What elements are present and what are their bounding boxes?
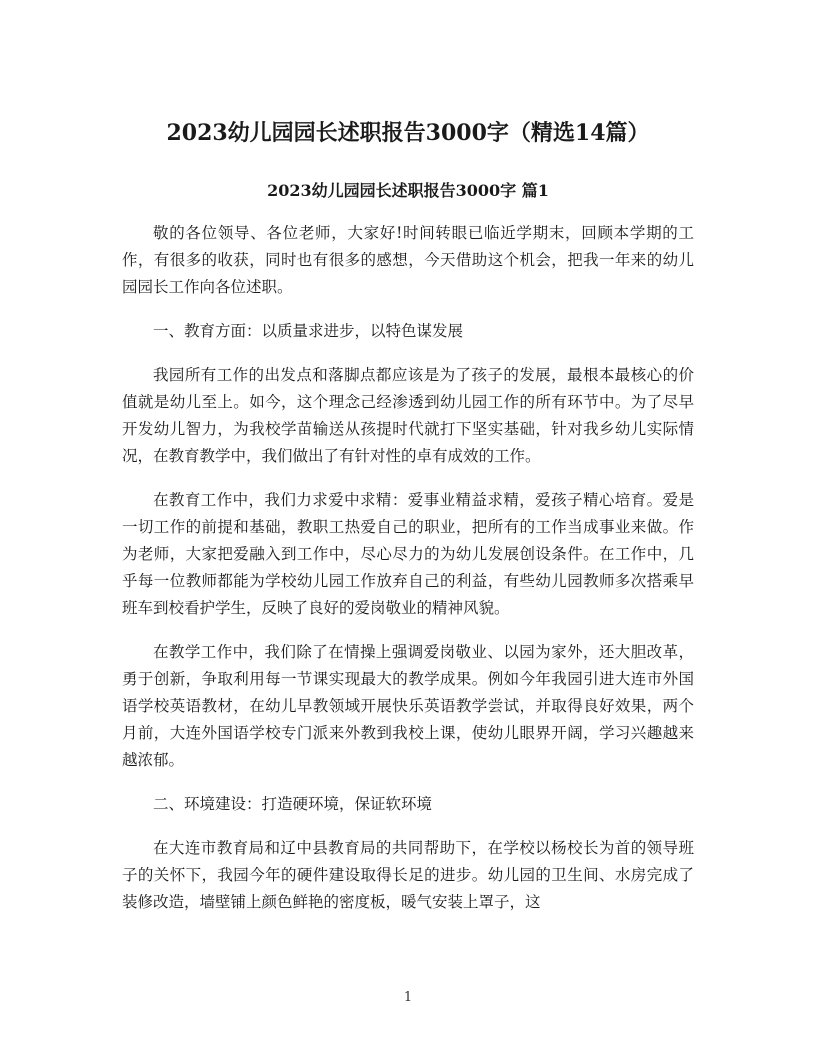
paragraph-teaching-work: 在教学工作中，我们除了在情操上强调爱岗敬业、以园为家外，还大胆改革，勇于创新，争取利用每一节课实现最大的教学成果。例如今年我园引进大连市外国语学校英语教材，在幼儿早教领域开展快乐英语教学尝试，并取得良好效果，两个月前，大连外国语学校专门派来外教到我校上课，使幼儿眼界开阔，学习兴趣越来越浓郁。 bbox=[122, 643, 694, 769]
document-title: 2023幼儿园园长述职报告3000字（精选14篇） bbox=[166, 120, 650, 146]
section-title: 2023幼儿园园长述职报告3000字 篇1 bbox=[267, 181, 549, 200]
paragraph-heading-education: 一、教育方面：以质量求进步，以特色谋发展 bbox=[153, 322, 464, 340]
paragraph-education-work: 在教育工作中，我们力求爱中求精：爱事业精益求精，爱孩子精心培育。爱是一切工作的前提和基础，教职工热爱自己的职业，把所有的工作当成事业来做。作为老师，大家把爱融入到工作中，尽心尽力的为幼儿发展创设条件。在工作中，几乎每一位教师都能为学校幼儿园工作放弃自己的利益，有些幼儿园教师多次搭乘早班车到校看护学生，反映了良好的爱岗敬业的精神风貌。 bbox=[122, 491, 694, 617]
document-body bbox=[122, 220, 694, 933]
page-number: 1 bbox=[403, 990, 413, 1005]
paragraph-core-value: 我园所有工作的出发点和落脚点都应该是为了孩子的发展，最根本最核心的价值就是幼儿至上。如今，这个理念己经渗透到幼儿园工作的所有环节中。为了尽早开发幼儿智力，为我校学苗输送从孩提时代就打下坚实基础，针对我乡幼儿实际情况，在教育教学中，我们做出了有针对性的卓有成效的工作。 bbox=[122, 366, 694, 465]
paragraph-intro: 敬的各位领导、各位老师，大家好!时间转眼已临近学期末，回顾本学期的工作，有很多的收获，同时也有很多的感想，今天借助这个机会，把我一年来的幼儿园园长工作向各位述职。 bbox=[122, 224, 694, 296]
paragraph-hardware: 在大连市教育局和辽中县教育局的共同帮助下，在学校以杨校长为首的领导班子的关怀下，我园今年的硬件建设取得长足的进步。幼儿园的卫生间、水房完成了装修改造，墙壁铺上颜色鲜艳的密度板，暖气安装上罩子，这 bbox=[122, 839, 694, 911]
paragraph-heading-environment: 二、环境建设：打造硬环境，保证软环境 bbox=[153, 795, 433, 813]
